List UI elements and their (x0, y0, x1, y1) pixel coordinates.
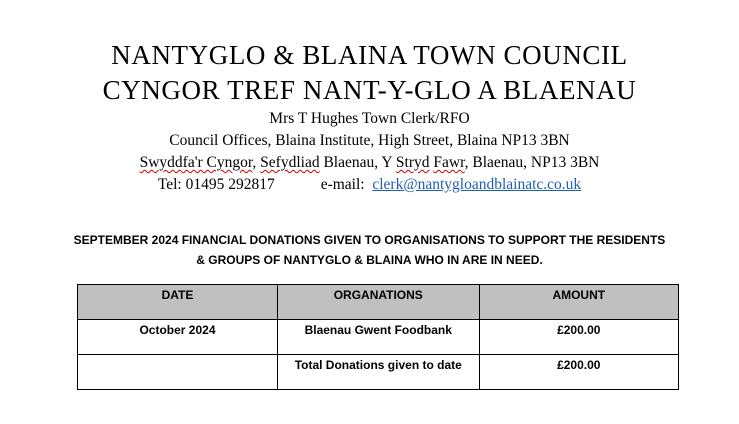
contact-line (0, 176, 739, 194)
table-row (78, 320, 679, 355)
council-title-welsh: CYNGOR TREF NANT-Y-GLO A BLAENAU (102, 75, 637, 105)
cell-amount: £200.00 (479, 320, 678, 355)
report-heading-line1: SEPTEMBER 2024 FINANCIAL DONATIONS GIVEN TO ORGANISATIONS TO SUPPORT THE RESIDENTS (73, 233, 666, 247)
email-label: e-mail: (320, 176, 365, 193)
spell-flag-word: Stryd (395, 154, 430, 171)
spell-flag-word: Sefydliad (260, 154, 320, 171)
address-welsh: Swyddfa'r Cyngor, Sefydliad Blaenau, Y Stryd Fawr, Blaenau, NP13 3BN (139, 154, 600, 171)
donations-table (77, 284, 679, 390)
spell-flag-word: Fawr (433, 154, 465, 171)
column-header-date: DATE (78, 285, 278, 320)
cell-date (78, 355, 278, 390)
column-header-organisations: ORGANATIONS (277, 285, 479, 320)
cell-total-label: Total Donations given to date (277, 355, 479, 390)
cell-total-amount: £200.00 (479, 355, 678, 390)
column-header-amount: AMOUNT (479, 285, 678, 320)
table-row-total (78, 355, 679, 390)
telephone: Tel: 01495 292817 (157, 176, 275, 193)
cell-organisation: Blaenau Gwent Foodbank (277, 320, 479, 355)
table-header-row (78, 285, 679, 320)
cell-date: October 2024 (78, 320, 278, 355)
council-title-english: NANTYGLO & BLAINA TOWN COUNCIL (111, 40, 628, 70)
report-heading-line2: & GROUPS OF NANTYGLO & BLAINA WHO IN ARE IN NEED. (196, 253, 543, 267)
spell-flag-word: Swyddfa'r Cyngor (139, 154, 253, 171)
address-english: Council Offices, Blaina Institute, High Street, Blaina NP13 3BN (169, 132, 570, 149)
clerk-name: Mrs T Hughes Town Clerk/RFO (269, 110, 470, 127)
email-link[interactable]: clerk@nantygloandblainatc.co.uk (372, 176, 582, 193)
